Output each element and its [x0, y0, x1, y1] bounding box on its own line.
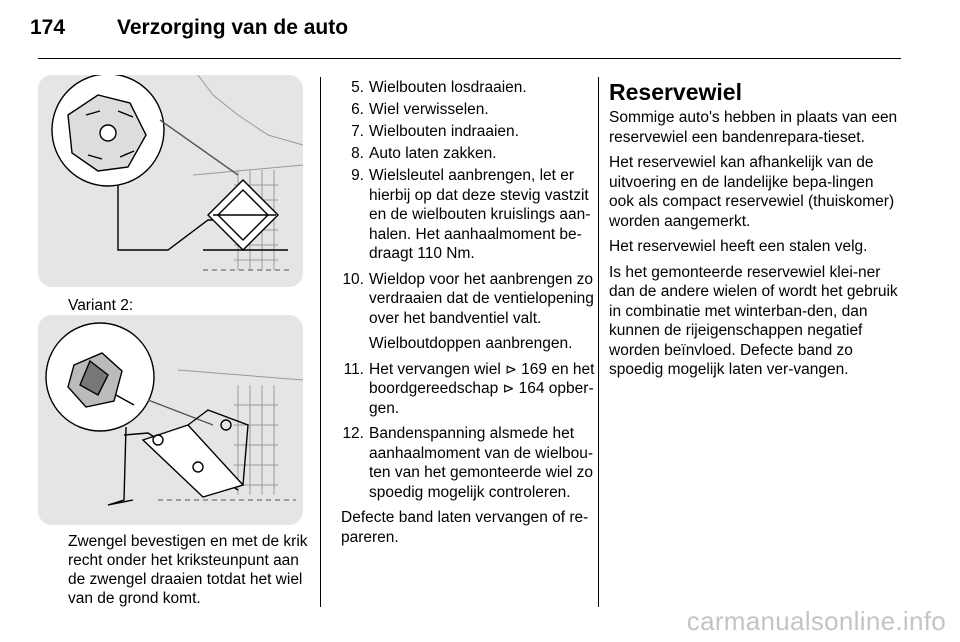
step-number: 12.: [342, 425, 364, 442]
step-item: [337, 360, 599, 419]
step-text: Wielbouten losdraaien.: [369, 79, 527, 96]
jack-drawing-1: [38, 75, 303, 287]
step-text: [369, 360, 599, 419]
page-title: Verzorging van de auto: [117, 16, 349, 39]
step-item: [337, 270, 599, 329]
figure-caption: Zwengel bevestigen en met de krik recht onder het kriksteunpunt aan de zwengel draaien totdat het wiel van de grond komt.: [68, 533, 308, 607]
step-text: Wielbouten indraaien.: [369, 123, 519, 140]
step-number: 9.: [351, 167, 364, 184]
page-reference-icon: ⊳: [502, 380, 515, 396]
step-number: 8.: [351, 145, 364, 162]
step-subparagraph: Wielboutdoppen aanbrengen.: [369, 335, 573, 352]
header-rule: [38, 58, 901, 59]
jack-illustration-variant-2: [38, 315, 303, 525]
step-item: [337, 78, 599, 98]
steps-list: [337, 78, 599, 547]
step-text-part: Het vervangen wiel: [369, 360, 506, 378]
page-number: 174: [30, 16, 66, 39]
step-text: Wielsleutel aanbrengen, let er hierbij op dat deze stevig vastzit en de wielbouten kruislings aan-halen. Het aanhaalmoment be-draagt 110 Nm.: [369, 167, 591, 262]
step-item: [337, 100, 599, 120]
step-text-part: en het boordgereedschap: [369, 360, 595, 397]
variant-2-label: Variant 2:: [68, 297, 134, 314]
step-text: Bandenspanning alsmede het aanhaalmoment van de wielbou-ten van het gemonteerde wiel zo spoedig mogelijk controleren.: [369, 425, 594, 501]
paragraph: Het reservewiel kan afhankelijk van de uitvoering en de landelijke bepa-lingen ook als compact reservewiel (thuiskomer) worden aangemerkt.: [609, 154, 895, 230]
step-number: 7.: [351, 123, 364, 140]
jack-illustration-variant-1: [38, 75, 303, 287]
step-number: 5.: [351, 79, 364, 96]
closing-note: Defecte band laten vervangen of re-pareren.: [341, 509, 589, 546]
paragraph: Is het gemonteerde reservewiel klei-ner dan de andere wielen of wordt het gebruik in combinatie met winterban-den, dan kunnen de rijeigenschappen negatief worden beïnvloed. Defecte band zo spoedig mogelijk laten ver-vangen.: [609, 263, 898, 378]
step-text: Wiel verwisselen.: [369, 101, 489, 118]
section-heading: Reservewiel: [609, 79, 742, 105]
step-number: 10.: [342, 270, 364, 288]
paragraph: Sommige auto's hebben in plaats van een reservewiel een bandenrepara-tieset.: [609, 109, 898, 146]
step-item: [337, 122, 599, 142]
paragraph: Het reservewiel heeft een stalen velg.: [609, 238, 868, 255]
page-reference[interactable]: 164: [518, 380, 545, 397]
page-reference[interactable]: 169: [521, 360, 548, 378]
step-item: [337, 144, 599, 164]
watermark: carmanualsonline.info: [686, 606, 946, 636]
step-text-part: opber-gen.: [369, 380, 594, 417]
step-item: [337, 424, 599, 502]
step-text: Auto laten zakken.: [369, 145, 497, 162]
step-item: [337, 166, 599, 264]
step-number: 11.: [343, 360, 364, 378]
step-text: Wieldop voor het aanbrengen zo verdraaien dat de ventielopening over het bandventiel valt.: [369, 270, 594, 327]
jack-drawing-2: [38, 315, 303, 525]
page-reference-icon: ⊳: [505, 360, 517, 377]
section-body: [609, 108, 901, 386]
column-divider-left: [320, 77, 321, 607]
step-number: 6.: [351, 101, 364, 118]
